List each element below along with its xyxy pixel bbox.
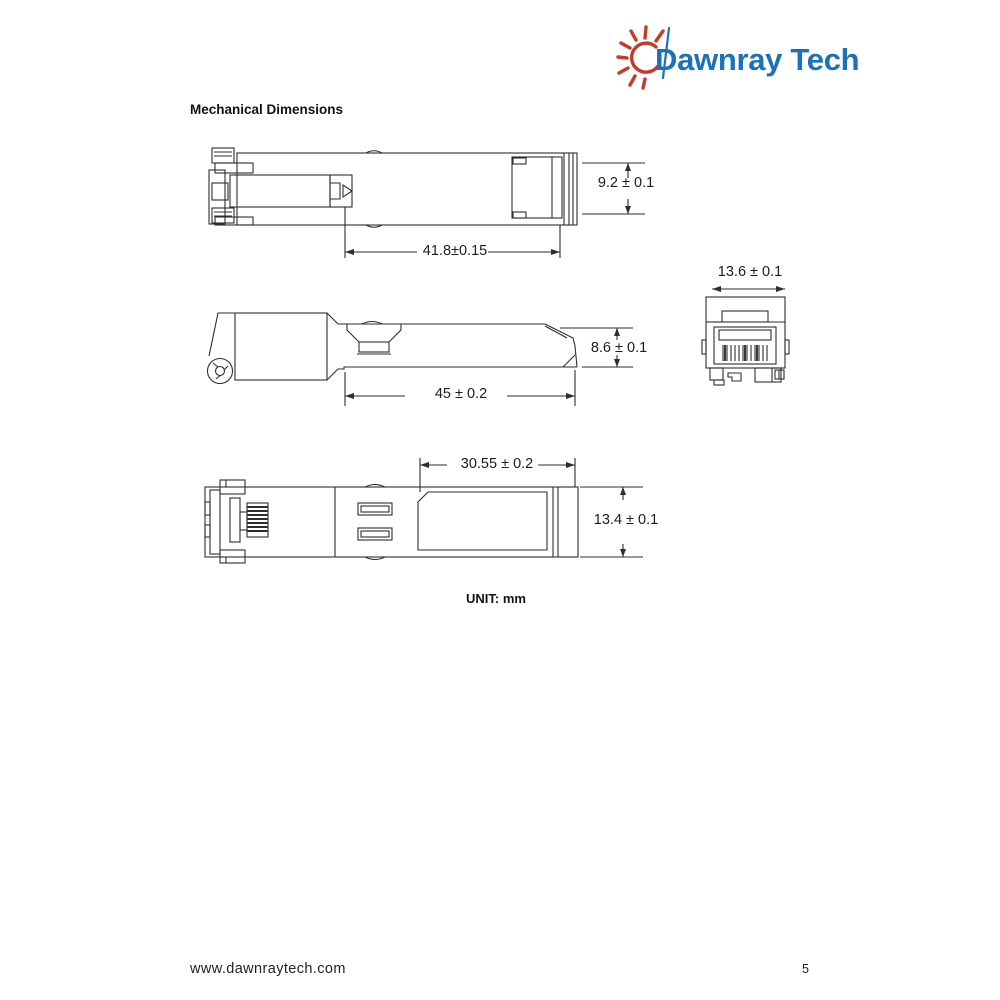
footer-website: www.dawnraytech.com (190, 961, 346, 977)
dim-bottom-view-length: 30.55 ± 0.2 (460, 456, 534, 472)
side-view-outline (208, 313, 578, 384)
bottom-view-dimension-lines (420, 458, 643, 557)
logo-wordmark: Dawnray Tech (655, 42, 860, 77)
top-view-outline (209, 148, 577, 227)
front-view-outline (702, 289, 789, 385)
front-view-drawing (700, 283, 800, 389)
front-view-pin-contacts (725, 345, 757, 361)
dim-side-view-length: 45 ± 0.2 (434, 386, 488, 402)
dim-side-view-height: 8.6 ± 0.1 (590, 340, 648, 356)
unit-label: UNIT: mm (466, 591, 526, 606)
footer-page-number: 5 (802, 962, 809, 976)
dim-top-view-length: 41.8±0.15 (422, 243, 488, 259)
logo (612, 14, 860, 94)
bottom-view-contact-stripes (247, 507, 268, 531)
dim-bottom-view-height: 13.4 ± 0.1 (593, 512, 659, 528)
dim-top-view-height: 9.2 ± 0.1 (597, 175, 655, 191)
bottom-view-outline (205, 480, 578, 563)
page-title: Mechanical Dimensions (190, 102, 344, 117)
dim-front-view-width: 13.6 ± 0.1 (717, 264, 783, 280)
